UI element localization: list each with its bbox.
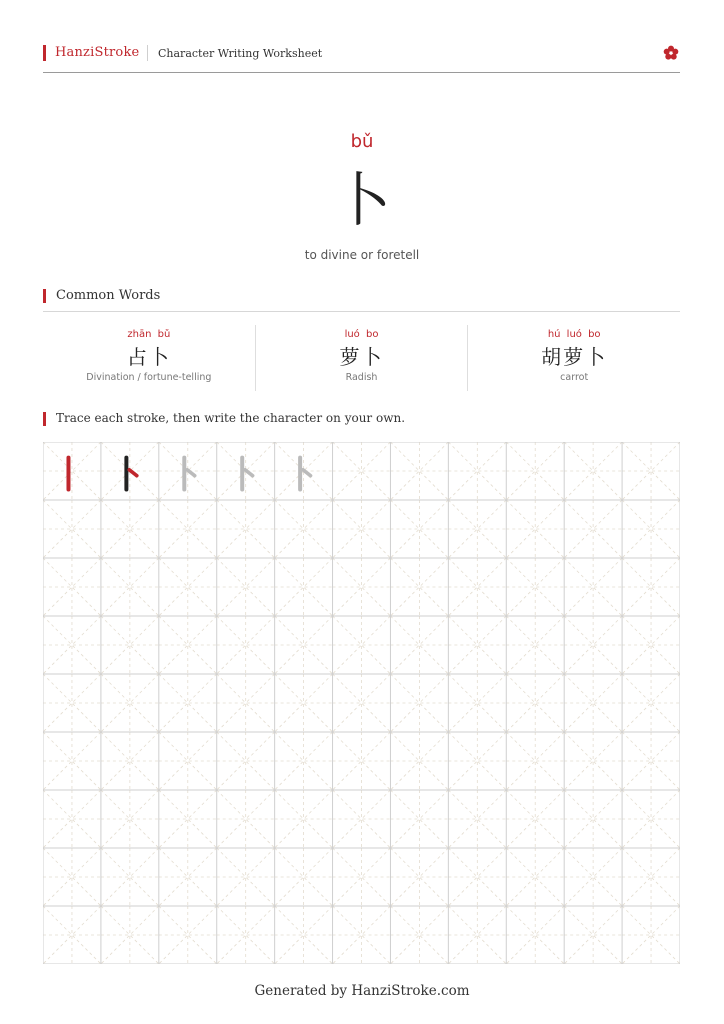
word-chars: 萝卜 (339, 345, 384, 369)
practice-grid-canvas[interactable] (43, 442, 680, 964)
common-words-list (43, 325, 680, 391)
common-words-title: Common Words (56, 288, 161, 303)
word-meaning: carrot (560, 372, 589, 383)
worksheet-header (43, 44, 680, 64)
word-chars: 占卜 (126, 345, 171, 369)
word-card (467, 325, 680, 391)
worksheet-subtitle: Character Writing Worksheet (158, 47, 323, 60)
section-accent-bar (43, 412, 46, 426)
character-meaning: to divine or foretell (304, 248, 420, 262)
word-pinyin: hú luó bo (547, 329, 601, 340)
word-card (43, 325, 255, 391)
character-glyph: 卜 (332, 166, 391, 234)
footer-credit: Generated by HanziStroke.com (254, 983, 470, 999)
brand-name[interactable]: HanziStroke (55, 45, 140, 60)
word-card (255, 325, 468, 391)
practice-instruction: Trace each stroke, then write the character on your own. (56, 411, 406, 425)
word-pinyin: luó bo (344, 329, 379, 340)
character-pinyin: bǔ (350, 131, 374, 152)
section-accent-bar (43, 289, 46, 303)
plum-blossom-icon (662, 44, 680, 62)
header-divider (43, 72, 680, 73)
word-meaning: Radish (345, 372, 378, 383)
header-separator (147, 45, 148, 61)
stroke-dot (303, 470, 311, 476)
stroke-dot (187, 470, 195, 476)
brand-accent-bar (43, 45, 46, 61)
stroke-dot (129, 470, 137, 476)
word-pinyin: zhān bǔ (127, 329, 171, 340)
stroke-dot (245, 470, 253, 476)
word-meaning: Divination / fortune-telling (86, 372, 212, 383)
practice-grid[interactable] (43, 442, 680, 964)
word-chars: 胡萝卜 (541, 345, 608, 369)
section-divider (43, 311, 680, 312)
